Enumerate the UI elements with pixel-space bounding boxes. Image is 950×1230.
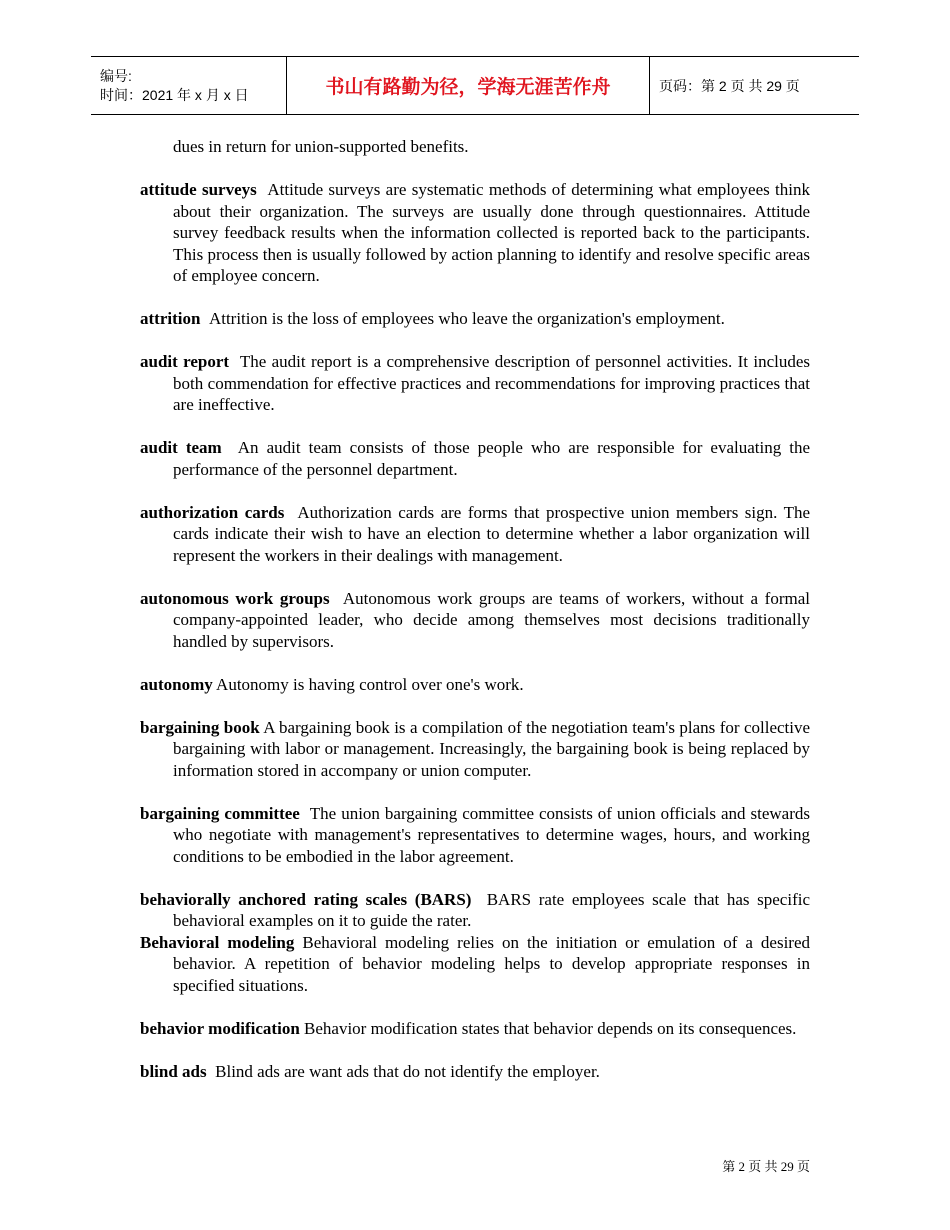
entry-definition: Authorization cards are forms that prospective union members sign. The cards indicate their wish to have an election to determine whether a labor organization will represent the workers in their dealings with management. xyxy=(173,502,810,565)
document-time-label: 时间：2021 年 x 月 x 日 xyxy=(100,86,249,103)
entry-term: blind ads xyxy=(140,1061,207,1081)
glossary-entry xyxy=(140,717,810,782)
page-footer: 第 2 页 共 29 页 xyxy=(722,1159,810,1174)
glossary-entry xyxy=(140,308,810,330)
entry-definition: An audit team consists of those people who are responsible for evaluating the performance of the personnel department. xyxy=(173,438,810,479)
entry-definition: Autonomy is having control over one's work. xyxy=(216,674,524,694)
entry-definition: A bargaining book is a compilation of the negotiation team's plans for collective bargaining with labor or management. Increasingly, the bargaining book is being replaced by information stored in accompany or union computer. xyxy=(173,717,811,780)
glossary-entry xyxy=(140,1018,810,1040)
header-page-info: 页码：第 2 页 共 29 页 xyxy=(659,77,800,94)
glossary-entry xyxy=(140,179,810,287)
glossary-entry xyxy=(140,437,810,480)
glossary-entry xyxy=(140,502,810,567)
glossary-entry xyxy=(140,889,810,932)
entry-definition: Autonomous work groups are teams of workers, without a formal company-appointed leader, who decide among themselves most decisions traditionally handled by supervisors. xyxy=(173,588,811,651)
entry-term: Behavioral modeling xyxy=(140,932,295,952)
document-number-label: 编号: xyxy=(100,67,132,84)
entry-term: behavior modification xyxy=(140,1018,300,1038)
entry-definition: Blind ads are want ads that do not identify the employer. xyxy=(215,1061,600,1081)
entry-definition: The audit report is a comprehensive description of personnel activities. It includes both commendation for effective practices and recommendations for improving practices that are ineffective. xyxy=(173,352,811,414)
entry-definition: BARS rate employees scale that has specific behavioral examples on it to guide the rater. xyxy=(173,889,810,930)
entry-term: behaviorally anchored rating scales (BARS) xyxy=(140,889,472,909)
glossary-entry xyxy=(140,803,810,868)
header-motto: 书山有路勤为径，学海无涯苦作舟 xyxy=(287,57,650,114)
entry-term: audit team xyxy=(140,438,222,457)
continuation-text: dues in return for union-supported benefits. xyxy=(173,137,469,156)
glossary-entry xyxy=(140,1061,810,1083)
entry-term: audit report xyxy=(140,352,230,371)
entry-term: attrition xyxy=(140,309,201,328)
glossary-content xyxy=(140,136,810,1082)
entry-term: authorization cards xyxy=(140,502,285,522)
glossary-entry xyxy=(140,932,810,997)
entry-definition: Behavior modification states that behavior depends on its consequences. xyxy=(304,1018,797,1038)
entry-definition: Attitude surveys are systematic methods of determining what employees think about their organization. The surveys are usually done through questionnaires. Attitude survey feedback results when the information collected is reported back to the participants. This process then is usually followed by action planning to identify and resolve specific areas of employee concern. xyxy=(173,180,810,285)
entry-definition: Behavioral modeling relies on the initiation or emulation of a desired behavior. A repetition of behavior modeling helps to develop appropriate responses in specified situations. xyxy=(173,932,810,995)
entry-definition: Attrition is the loss of employees who leave the organization's employment. xyxy=(208,309,725,328)
entry-definition: The union bargaining committee consists of union officials and stewards who negotiate with management's representatives to determine wages, hours, and working conditions to be embodied in the labor agreement. xyxy=(173,803,811,866)
entry-term: autonomous work groups xyxy=(140,588,330,608)
entry-term: attitude surveys xyxy=(140,180,257,199)
glossary-entry xyxy=(140,351,810,416)
glossary-entry xyxy=(140,588,810,653)
entry-term: bargaining committee xyxy=(140,803,300,823)
page-header xyxy=(91,56,859,115)
entry-term: bargaining book xyxy=(140,717,260,737)
glossary-entry xyxy=(140,674,810,696)
entry-term: autonomy xyxy=(140,674,213,694)
header-meta xyxy=(91,57,287,114)
